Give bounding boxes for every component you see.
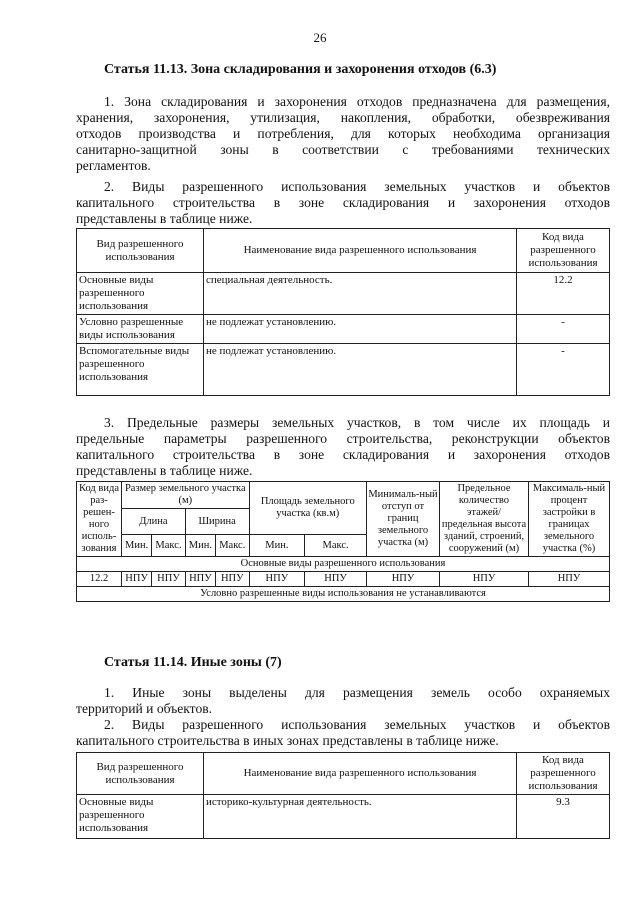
cell-use-kind: Вспомогательные виды разрешенного использования (77, 344, 204, 396)
header-percent: Максималь-ный процент застройки в границах земельного участка (%) (529, 482, 610, 557)
header-use-name: Наименование вида разрешенного использования (204, 753, 517, 795)
art2-paragraph-2 (76, 717, 610, 749)
table-row (77, 273, 610, 315)
text-line: территорий и объектов. (76, 701, 213, 716)
cell-use-name: не подлежат установлению. (204, 315, 517, 344)
section-conditional-uses: Условно разрешенные виды использования не устанавливаются (77, 587, 610, 602)
text-line: 2. Виды разрешенного использования земельных участков и объектов (104, 717, 610, 732)
cell-width-min: НПУ (185, 572, 215, 587)
cell-floors: НПУ (440, 572, 529, 587)
permitted-use-table-1 (76, 228, 610, 396)
cell-use-name: историко-культурная деятельность. (204, 795, 517, 839)
header-length-min: Мин. (122, 535, 152, 557)
text-line: 3. Предельные размеры земельных участков, в том числе их площадь и (104, 415, 610, 430)
text-line: отходов производства и потребления, для которых необходима организация (76, 126, 610, 141)
cell-use-code: 9.3 (517, 795, 610, 839)
table-row (77, 795, 610, 839)
header-code: Код вида раз-решен-ного исполь-зования (77, 482, 122, 557)
header-area: Площадь земельного участка (кв.м) (249, 482, 366, 535)
text-line: регламентов. (76, 158, 151, 173)
cell-length-min: НПУ (122, 572, 152, 587)
header-use-code: Код вида разрешенного использования (517, 753, 610, 795)
table-row (77, 344, 610, 396)
art1-paragraph-3 (76, 415, 610, 479)
cell-use-name: специальная деятельность. (204, 273, 517, 315)
permitted-use-table-2 (76, 752, 610, 839)
header-floors: Предельное количество этажей/ предельная высота зданий, строений, сооружений (м) (440, 482, 529, 557)
cell-indent: НПУ (367, 572, 440, 587)
header-area-max: Макс. (305, 535, 367, 557)
text-line: 2. Виды разрешенного использования земельных участков и объектов (104, 179, 610, 194)
cell-use-code: 12.2 (517, 273, 610, 315)
section-main-uses: Основные виды разрешенного использования (77, 557, 610, 572)
header-use-kind: Вид разрешенного использования (77, 229, 204, 273)
art2-paragraph-1 (76, 685, 610, 717)
text-line: санитарно-защитной зоны в соответствии с требованиями технических (76, 142, 610, 157)
header-size: Размер земельного участка (м) (122, 482, 250, 509)
cell-width-max: НПУ (215, 572, 249, 587)
header-width: Ширина (185, 509, 249, 535)
text-line: представлены в таблице ниже. (76, 211, 253, 226)
header-width-min: Мин. (185, 535, 215, 557)
text-line: капитального строительства в иных зонах представлены в таблице ниже. (76, 733, 499, 748)
cell-use-kind: Основные виды разрешенного использования (77, 273, 204, 315)
text-line: капитального строительства в зоне складирования и захоронения отходов (76, 447, 610, 462)
cell-use-code: - (517, 315, 610, 344)
cell-length-max: НПУ (152, 572, 186, 587)
header-area-min: Мин. (249, 535, 305, 557)
header-use-code: Код вида разрешенного использования (517, 229, 610, 273)
cell-area-min: НПУ (249, 572, 305, 587)
cell-use-kind: Условно разрешенные виды использования (77, 315, 204, 344)
cell-percent: НПУ (529, 572, 610, 587)
header-length-max: Макс. (152, 535, 186, 557)
header-indent: Минималь-ный отступ от границ земельного участка (м) (367, 482, 440, 557)
art1-paragraph-2 (76, 179, 610, 227)
cell-area-max: НПУ (305, 572, 367, 587)
article-11-14-title: Статья 11.14. Иные зоны (7) (104, 655, 282, 670)
cell-use-name: не подлежат установлению. (204, 344, 517, 396)
text-line: капитального строительства в зоне складирования и захоронения отходов (76, 195, 610, 210)
page-number: 26 (313, 30, 327, 45)
header-width-max: Макс. (215, 535, 249, 557)
text-line: хранения, захоронения, утилизация, накопления, обработки, обезвреживания (76, 110, 610, 125)
limit-parameters-table (76, 481, 610, 602)
cell-use-code: - (517, 344, 610, 396)
cell-code: 12.2 (77, 572, 122, 587)
text-line: 1. Зона складирования и захоронения отходов предназначена для размещения, (104, 94, 610, 109)
article-11-13-title: Статья 11.13. Зона складирования и захоронения отходов (6.3) (104, 62, 497, 77)
table-row (77, 572, 610, 587)
header-length: Длина (122, 509, 186, 535)
header-use-name: Наименование вида разрешенного использования (204, 229, 517, 273)
text-line: представлены в таблице ниже. (76, 463, 253, 478)
cell-use-kind: Основные виды разрешенного использования (77, 795, 204, 839)
header-use-kind: Вид разрешенного использования (77, 753, 204, 795)
text-line: 1. Иные зоны выделены для размещения земель особо охраняемых (104, 685, 610, 700)
text-line: предельные параметры разрешенного строительства, реконструкции объектов (76, 431, 610, 446)
table-row (77, 315, 610, 344)
art1-paragraph-1 (76, 94, 610, 174)
